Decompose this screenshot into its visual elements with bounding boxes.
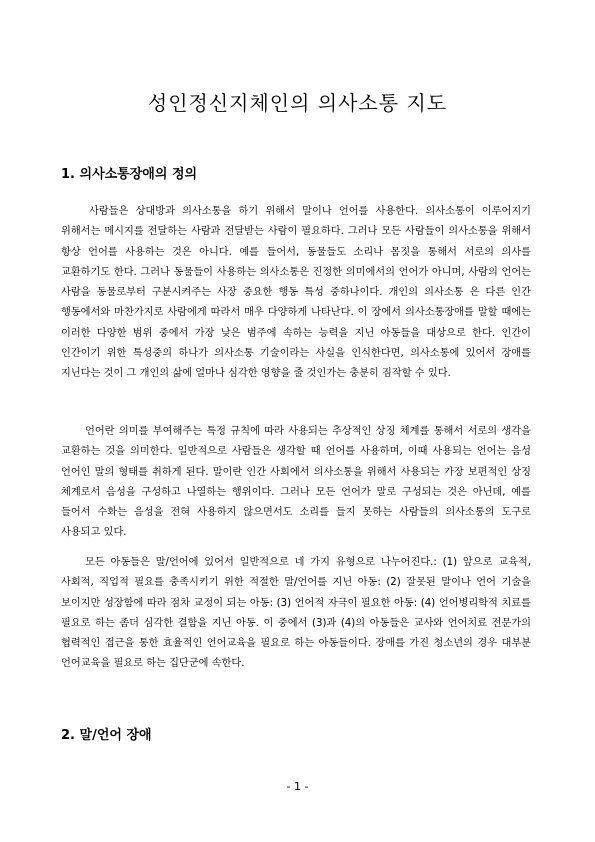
paragraph-communication-intro: 사람들은 상대방과 의사소통을 하기 위해서 말이나 언어를 사용한다. 의사소통이 이루어지기 위해서는 메시지를 전달하는 사람과 전달받는 사람이 필요하다. 그러나 모든 사람들이 의사소통을 위해서 항상 언어를 사용하는 것은 아니다. 예를 들어서, 동물들도 소리나 몸짓을 통해서 서로의 의사를 교환하기도 한다. 그러나 동물들이 사용하는 의사소통은 진정한 의미에서의 언어가 아니며, 사람의 언어는 사람을 동물로부터 구분시켜주는 사장 중요한 행동 특성 중하나이다. 개인의 의사소통 은 다른 인간 행동에서와 마찬가지로 사람에게 따라서 매우 다양하게 나타난다. 이 장에서 의사소통장애를 말할 때에는 이러한 다양한 범위 중에서 가장 낮은 범주에 속하는 능력을 지닌 아동들을 대상으로 한다. 인간이 인간이기 위한 특성중의 하나가 의사소통 기술이라는 사실을 인식한다면, 의사소통에 있어서 장애를 지닌다는 것이 그 개인의 삶에 얼마나 심각한 영향을 줄 것인가는 충분히 짐작할 수 있다. [61, 206, 531, 380]
section-heading-speech-language-disorder: 2. 말/언어 장애 [61, 728, 152, 743]
document-title: 성인정신지체인의 의사소통 지도 [147, 91, 448, 115]
paragraph-language-definition: 언어란 의미를 부여해주는 특정 규칙에 따라 사용되는 추상적인 상징 체계를 통해서 서로의 생각을 교환하는 것을 의미한다. 일반적으로 사람들은 생각할 때 언어를 사용하며, 이때 사용되는 언어는 음성 언어인 말의 형태를 취하게 된다. 말이란 인간 사회에서 의사소통을 위해서 사용되는 가장 보편적인 상징 체계로서 음성을 구성하고 나열하는 행위이다. 그러나 모든 언어가 말로 구성되는 것은 아닌데, 예를 들어서 수화는 음성을 전혀 사용하지 않으면서도 소리를 들지 못하는 사람들의 의사소통의 도구로 사용되고 있다. [61, 426, 531, 539]
section-heading-definition: 1. 의사소통장애의 정의 [61, 167, 198, 182]
paragraph-child-categories: 모든 아동들은 말/언어에 있어서 일반적으로 네 가지 유형으로 나누어진다.: (1) 앞으로 교육적, 사회적, 직업적 필요를 충족시키기 위한 적절한 말/언어를 지닌 아동: (2) 잘못된 말이나 언어 기술을 보이지만 성장함에 따라 점차 교정이 되는 아동: (3) 언어적 자극이 필요한 아동: (4) 언어병리학적 치료를 필요로 하는 좀더 심각한 결함을 지닌 아동. 이 중에서 (3)과 (4)의 아동들은 교사와 언어치료 전문가의 협력적인 접근을 통한 효율적인 언어교육을 필요로 하는 아동들이다. 장애를 가진 청소년의 경우 대부분 언어교육을 필요로 하는 집단군에 속한다. [61, 557, 531, 670]
page-number: - 1 - [286, 780, 309, 793]
